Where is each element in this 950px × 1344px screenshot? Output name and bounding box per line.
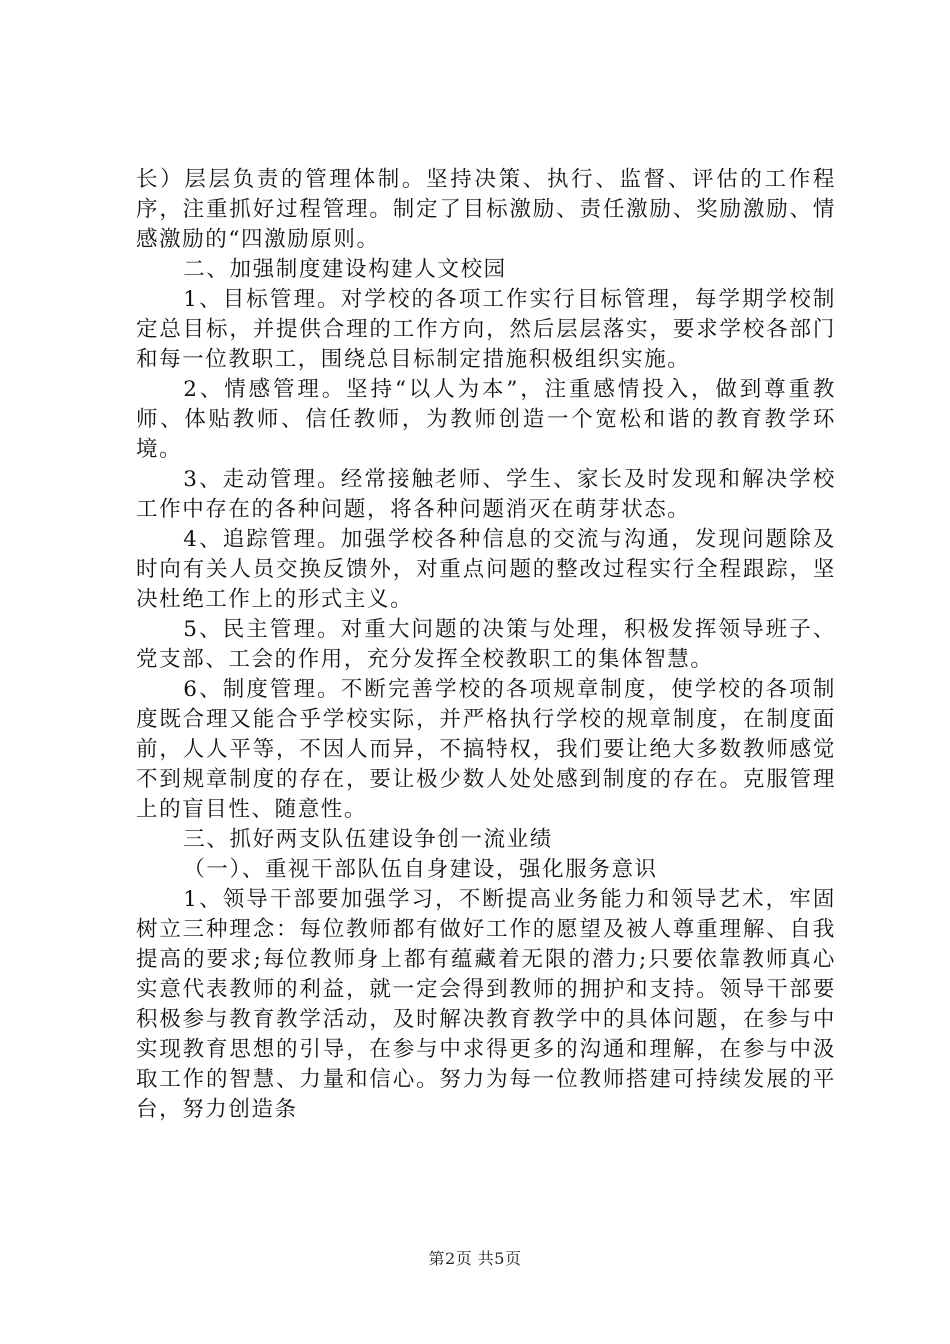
document-body — [136, 165, 836, 1125]
paragraph-leader-learning: 1、领导干部要加强学习，不断提高业务能力和领导艺术，牢固树立三种理念：每位教师都有做好工作的愿望及被人尊重理解、自我提高的要求;每位教师身上都有蕴藏着无限的潜力;只要依靠教师真心实意代表教师的利益，就一定会得到教师的拥护和支持。领导干部要积极参与教育教学活动，及时解决教育教学中的具体问题，在参与中实现教育思想的引导，在参与中求得更多的沟通和理解，在参与中汲取工作的智慧、力量和信心。努力为每一位教师搭建可持续发展的平台，努力创造条 — [136, 887, 836, 1122]
paragraph-emotional-management: 2、情感管理。坚持“以人为本”，注重感情投入，做到尊重教师、体贴教师、信任教师，为教师创造一个宽松和谐的教育教学环境。 — [136, 377, 836, 462]
paragraph-tracking-management: 4、追踪管理。加强学校各种信息的交流与沟通，发现问题除及时向有关人员交换反馈外，对重点问题的整改过程实行全程跟踪，坚决杜绝工作上的形式主义。 — [136, 527, 836, 612]
paragraph-target-management: 1、目标管理。对学校的各项工作实行目标管理，每学期学校制定总目标，并提供合理的工作方向，然后层层落实，要求学校各部门和每一位教职工，围绕总目标制定措施积极组织实施。 — [136, 287, 836, 372]
paragraph-walkaround-management: 3、走动管理。经常接触老师、学生、家长及时发现和解决学校工作中存在的各种问题，将各种问题消灭在萌芽状态。 — [136, 467, 836, 522]
page-number-footer: 第2页 共5页 — [428, 1249, 522, 1268]
section-heading-3: 三、抓好两支队伍建设争创一流业绩 — [183, 827, 553, 852]
section-heading-2: 二、加强制度建设构建人文校园 — [183, 257, 507, 282]
paragraph-democratic-management: 5、民主管理。对重大问题的决策与处理，积极发挥领导班子、党支部、工会的作用，充分发挥全校教职工的集体智慧。 — [136, 617, 836, 672]
subsection-heading-1: （一）、重视干部队伍自身建设，强化服务意识 — [183, 857, 658, 882]
paragraph-system-management: 6、制度管理。不断完善学校的各项规章制度，使学校的各项制度既合理又能合乎学校实际，并严格执行学校的规章制度，在制度面前，人人平等，不因人而异，不搞特权，我们要让绝大多数教师感觉不到规章制度的存在，要让极少数人处处感到制度的存在。克服管理上的盲目性、随意性。 — [136, 677, 836, 822]
paragraph-continuation: 长）层层负责的管理体制。坚持决策、执行、监督、评估的工作程序，注重抓好过程管理。制定了目标激励、责任激励、奖励激励、情感激励的“四激励原则。 — [136, 167, 836, 252]
